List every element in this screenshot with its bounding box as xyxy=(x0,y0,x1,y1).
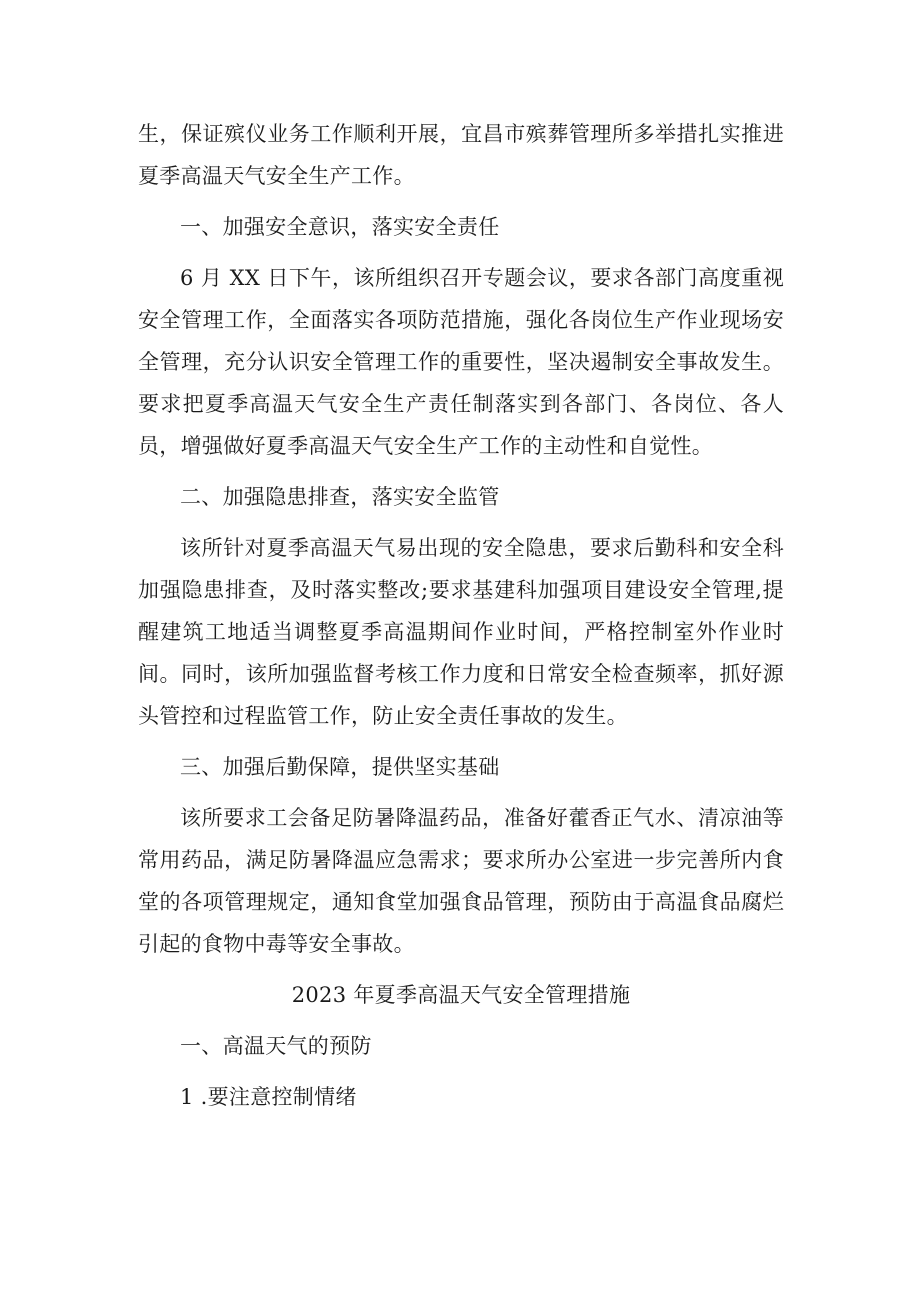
paragraph-meeting: 6 月 XX 日下午，该所组织召开专题会议，要求各部门高度重视安全管理工作，全面落实各项防范措施，强化各岗位生产作业现场安全管理，充分认识安全管理工作的重要性，坚决遏制安全事故发生。要求把夏季高温天气安全生产责任制落实到各部门、各岗位、各人员，增强做好夏季高温天气安全生产工作的主动性和自觉性。 xyxy=(138,266,784,458)
section-heading-hazard-inspection: 二、加强隐患排查，落实安全监管 xyxy=(180,485,500,509)
section-heading-safety-awareness: 一、加强安全意识，落实安全责任 xyxy=(180,215,500,239)
document-title-2023: 2023 年夏季高温天气安全管理措施 xyxy=(291,983,631,1007)
paragraph-logistics: 该所要求工会备足防暑降温药品，准备好藿香正气水、清凉油等常用药品，满足防暑降温应急需求；要求所办公室进一步完善所内食堂的各项管理规定，通知食堂加强食品管理，预防由于高温食品腐烂引起的食物中毒等安全事故。 xyxy=(138,806,784,956)
section-heading-logistics: 三、加强后勤保障，提供坚实基础 xyxy=(180,755,500,779)
section-heading-prevention: 一、高温天气的预防 xyxy=(180,1034,372,1058)
paragraph-continuation: 生，保证殡仪业务工作顺利开展，宜昌市殡葬管理所多举措扎实推进夏季高温天气安全生产工作。 xyxy=(138,122,784,188)
paragraph-hazard-inspection: 该所针对夏季高温天气易出现的安全隐患，要求后勤科和安全科加强隐患排查，及时落实整改;要求基建科加强项目建设安全管理,提醒建筑工地适当调整夏季高温期间作业时间，严格控制室外作业时间。同时，该所加强监督考核工作力度和日常安全检查频率，抓好源头管控和过程监管工作，防止安全责任事故的发生。 xyxy=(138,536,784,728)
list-item-control-emotions: 1 .要注意控制情绪 xyxy=(180,1085,357,1109)
document-body xyxy=(138,113,784,1127)
